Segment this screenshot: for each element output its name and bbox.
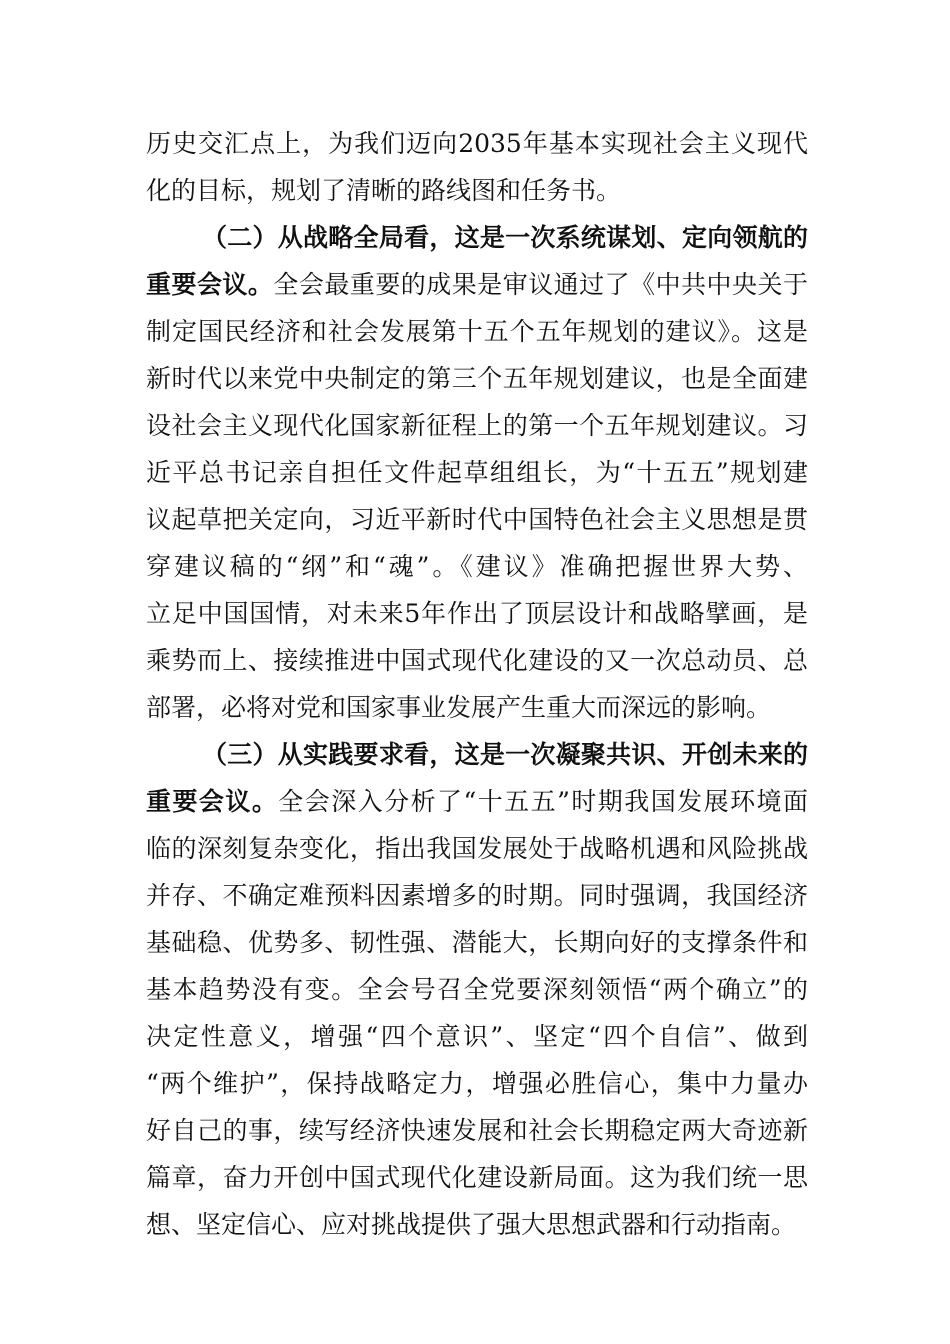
line-text: 历史交汇点上，为我们迈向2035年基本实现社会主义现代 (146, 129, 808, 158)
line-text: 基础稳、优势多、韧性强、潜能大，长期向好的支撑条件和 (146, 928, 808, 957)
text-line (146, 261, 808, 308)
line-text: 近平总书记亲自担任文件起草组组长，为“十五五”规划建 (146, 458, 808, 487)
text-line (146, 167, 808, 214)
line-text: 全会深入分析了“十五五”时期我国发展环境面 (278, 787, 808, 816)
section-heading-3: （三）从实践要求看，这是一次凝聚共识、开创未来的 (202, 740, 808, 769)
text-line (146, 543, 808, 590)
section-heading-line (146, 214, 808, 261)
line-text: 穿建议稿的“纲”和“魂”。《建议》准确把握世界大势、 (146, 552, 808, 581)
section-heading-2: （二）从战略全局看，这是一次系统谋划、定向领航的 (202, 223, 808, 252)
text-line (146, 637, 808, 684)
text-line (146, 1060, 808, 1107)
line-text: 决定性意义，增强“四个意识”、坚定“四个自信”、做到 (146, 1022, 808, 1051)
line-text: 部署，必将对党和国家事业发展产生重大而深远的影响。 (146, 693, 772, 722)
line-text: 设社会主义现代化国家新征程上的第一个五年规划建议。习 (146, 411, 808, 440)
line-text: 并存、不确定难预料因素增多的时期。同时强调，我国经济 (146, 881, 808, 910)
line-text: 想、坚定信心、应对挑战提供了强大思想武器和行动指南。 (146, 1210, 797, 1239)
line-text: “两个维护”，保持战略定力，增强必胜信心，集中力量办 (146, 1069, 808, 1098)
text-line (146, 402, 808, 449)
line-text: 立足中国国情，对未来5年作出了顶层设计和战略擘画，是 (146, 599, 808, 628)
line-text: 基本趋势没有变。全会号召全党要深刻领悟“两个确立”的 (146, 975, 808, 1004)
line-text: 乘势而上、接续推进中国式现代化建设的又一次总动员、总 (146, 646, 808, 675)
line-text: 制定国民经济和社会发展第十五个五年规划的建议》。这是 (146, 317, 808, 346)
line-text: 篇章，奋力开创中国式现代化建设新局面。这为我们统一思 (146, 1163, 808, 1192)
section-heading-3-tail: 重要会议。 (146, 787, 279, 816)
text-line (146, 449, 808, 496)
line-text: 临的深刻复杂变化，指出我国发展处于战略机遇和风险挑战 (146, 834, 808, 863)
line-text: 全会最重要的成果是审议通过了《中共中央关于 (273, 270, 808, 299)
text-line (146, 355, 808, 402)
text-line (146, 496, 808, 543)
text-line (146, 825, 808, 872)
text-line (146, 1154, 808, 1201)
text-line (146, 590, 808, 637)
text-line (146, 1107, 808, 1154)
line-text: 好自己的事，续写经济快速发展和社会长期稳定两大奇迹新 (146, 1116, 808, 1145)
line-text: 新时代以来党中央制定的第三个五年规划建议，也是全面建 (146, 364, 808, 393)
body-text (146, 120, 808, 1248)
text-line (146, 966, 808, 1013)
line-text: 化的目标，规划了清晰的路线图和任务书。 (146, 176, 622, 205)
line-text: 议起草把关定向，习近平新时代中国特色社会主义思想是贯 (146, 505, 808, 534)
text-line (146, 1201, 808, 1248)
text-line (146, 919, 808, 966)
text-line (146, 1013, 808, 1060)
text-line (146, 684, 808, 731)
text-line (146, 308, 808, 355)
section-heading-2-tail: 重要会议。 (146, 270, 274, 299)
section-heading-line (146, 731, 808, 778)
text-line (146, 120, 808, 167)
text-line (146, 872, 808, 919)
text-line (146, 778, 808, 825)
